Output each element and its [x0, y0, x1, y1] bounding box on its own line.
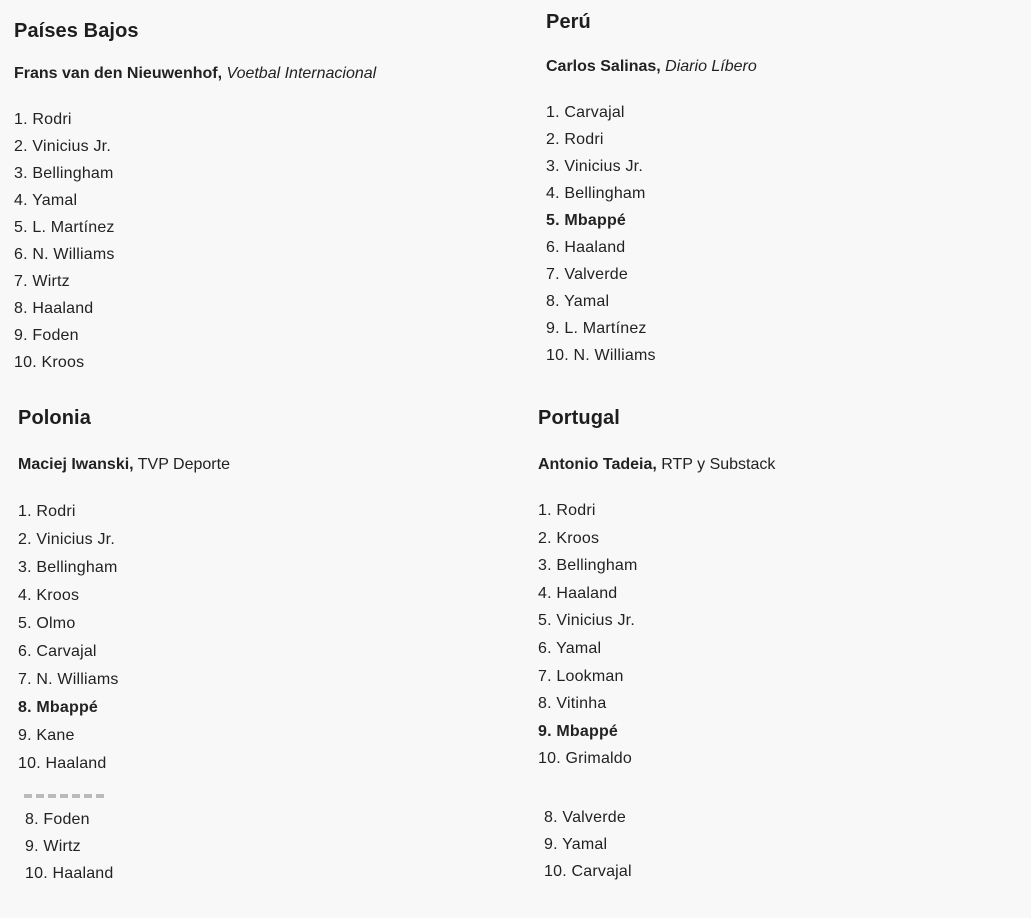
list-item-highlight: 9. Mbappé — [538, 722, 619, 740]
list-item: 9. Foden — [14, 327, 79, 344]
ranking-list — [538, 497, 775, 773]
list-item: 10. N. Williams — [546, 347, 656, 364]
list-item: 9. L. Martínez — [546, 320, 647, 337]
list-item: 2. Rodri — [546, 131, 604, 148]
list-item: 10. Kroos — [14, 354, 85, 371]
list-item: 6. Yamal — [538, 639, 602, 657]
journalist-line — [546, 57, 757, 77]
list-item: 9. Yamal — [544, 836, 608, 853]
journalist-line — [538, 455, 775, 475]
list-item: 4. Kroos — [18, 587, 80, 604]
list-item: 5. Olmo — [18, 615, 76, 632]
journalist-line — [14, 64, 376, 84]
list-item: 7. N. Williams — [18, 671, 119, 688]
list-item: 1. Carvajal — [546, 104, 625, 121]
list-item: 1. Rodri — [18, 503, 76, 520]
journalist-name: Carlos Salinas, — [546, 58, 661, 75]
list-item: 6. Haaland — [546, 239, 626, 256]
list-item: 3. Bellingham — [538, 557, 638, 575]
list-item: 7. Valverde — [546, 266, 628, 283]
list-item: 9. Wirtz — [25, 838, 81, 855]
list-item: 8. Foden — [25, 811, 90, 828]
journalist-outlet: TVP Deporte — [137, 456, 230, 473]
journalist-name: Maciej Iwanski, — [18, 456, 134, 473]
country-heading: Polonia — [18, 407, 91, 429]
list-item: 6. N. Williams — [14, 246, 115, 263]
list-item: 3. Bellingham — [14, 165, 114, 182]
section-portugal — [538, 406, 775, 773]
ranking-list — [14, 106, 376, 376]
list-item-highlight: 5. Mbappé — [546, 212, 627, 229]
list-item: 8. Valverde — [544, 809, 626, 826]
ranking-list — [546, 99, 757, 369]
extra-ranking-right — [544, 804, 632, 885]
list-item: 3. Bellingham — [18, 559, 118, 576]
section-peru — [546, 10, 757, 369]
list-item: 9. Kane — [18, 727, 75, 744]
list-item: 10. Carvajal — [544, 863, 632, 880]
list-item: 2. Kroos — [538, 529, 600, 547]
list-item: 2. Vinicius Jr. — [18, 531, 115, 548]
section-paises-bajos — [14, 19, 376, 376]
section-polonia — [18, 406, 230, 778]
list-item: 1. Rodri — [14, 111, 72, 128]
list-item: 10. Haaland — [18, 755, 107, 772]
list-item: 5. Vinicius Jr. — [538, 612, 635, 630]
list-item: 2. Vinicius Jr. — [14, 138, 111, 155]
list-item: 4. Yamal — [14, 192, 78, 209]
clipped-text-fragment — [24, 794, 106, 798]
ranking-list — [18, 498, 230, 778]
journalist-outlet: Voetbal Internacional — [226, 65, 377, 82]
list-item: 7. Wirtz — [14, 273, 70, 290]
list-item: 8. Vitinha — [538, 695, 607, 713]
journalist-name: Frans van den Nieuwenhof, — [14, 65, 223, 82]
list-item: 10. Grimaldo — [538, 750, 632, 768]
list-item: 3. Vinicius Jr. — [546, 158, 643, 175]
journalist-outlet: Diario Líbero — [665, 58, 757, 75]
country-heading: Perú — [546, 11, 591, 33]
list-item: 4. Haaland — [538, 584, 618, 602]
journalist-name: Antonio Tadeia, — [538, 456, 657, 473]
list-item: 7. Lookman — [538, 667, 624, 685]
list-item: 5. L. Martínez — [14, 219, 115, 236]
list-item: 8. Yamal — [546, 293, 610, 310]
country-heading: Portugal — [538, 407, 620, 429]
country-heading: Países Bajos — [14, 20, 139, 42]
list-item: 4. Bellingham — [546, 185, 646, 202]
list-item: 10. Haaland — [25, 865, 114, 882]
list-item: 6. Carvajal — [18, 643, 97, 660]
list-item: 8. Haaland — [14, 300, 94, 317]
extra-ranking-left — [25, 806, 114, 887]
list-item: 1. Rodri — [538, 502, 596, 519]
journalist-outlet: RTP y Substack — [661, 456, 776, 473]
journalist-line — [18, 455, 230, 475]
list-item-highlight: 8. Mbappé — [18, 699, 99, 716]
